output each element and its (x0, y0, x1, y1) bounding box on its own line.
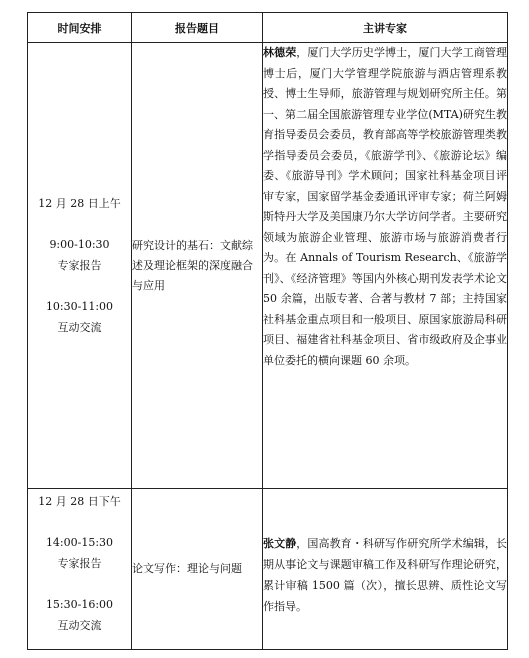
session-time-talk: 9:00-10:30 (49, 238, 110, 251)
topic-cell: 论文写作：理论与问题 (132, 489, 263, 650)
expert-bio: ，国高教育・科研写作研究所学术编辑，长期从事论文与课题审稿工作及科研写作理论研究，累计审稿 1500 篇（次），擅长思辨、质性论文写作指导。 (263, 537, 508, 613)
expert-cell (263, 43, 508, 489)
expert-bio: ，厦门大学历史学博士，厦门大学工商管理博士后，厦门大学管理学院旅游与酒店管理系教授、博士生导师，旅游管理与规划研究所主任。第一、第二届全国旅游管理专业学位(MTA)研究生教育指导委员会委员，教育部高等学校旅游管理类教学指导委员会委员，《旅游学刊》、《旅游论坛》编委、《旅游导刊》学术顾问；国家社科基金项目评审专家，国家留学基金委通讯评审专家；荷兰阿姆斯特丹大学及美国康乃尔大学访问学者。主要研究领域为旅游企业管理、旅游市场与旅游消费者行为。在 Annals of Tourism Research、《旅游学刊》、《经济管理》等国内外核心期刊发表学术论文 50 余篇，出版专著、合著与教材 7 部；主持国家社科基金重点项目和一般项目、原国家旅游局科研项目、福建省社科基金项目、省市级政府及企事业单位委托的横向课题 60 余项。 (263, 46, 508, 367)
session-date: 12 月 28 日上午 (38, 197, 121, 210)
time-cell (28, 43, 132, 489)
session-label-qa: 互动交流 (57, 619, 102, 632)
session-label-talk: 专家报告 (57, 259, 102, 272)
session-date: 12 月 28 日下午 (38, 495, 121, 508)
table-row (28, 43, 508, 489)
expert-cell (263, 489, 508, 650)
session-time-talk: 14:00-15:30 (45, 536, 114, 549)
session-label-talk: 专家报告 (57, 557, 102, 570)
table-header-row (28, 13, 508, 43)
expert-name: 张文静 (263, 537, 297, 550)
topic-cell: 研究设计的基石：文献综述及理论框架的深度融合与应用 (132, 43, 263, 489)
session-time-qa: 10:30-11:00 (45, 300, 114, 313)
schedule-table (27, 12, 508, 650)
header-topic: 报告题目 (132, 13, 263, 43)
session-time-qa: 15:30-16:00 (45, 598, 114, 611)
session-label-qa: 互动交流 (57, 321, 102, 334)
time-cell (28, 489, 132, 650)
header-expert: 主讲专家 (263, 13, 508, 43)
table-row (28, 489, 508, 650)
expert-name: 林德荣 (263, 46, 297, 59)
header-time: 时间安排 (28, 13, 132, 43)
